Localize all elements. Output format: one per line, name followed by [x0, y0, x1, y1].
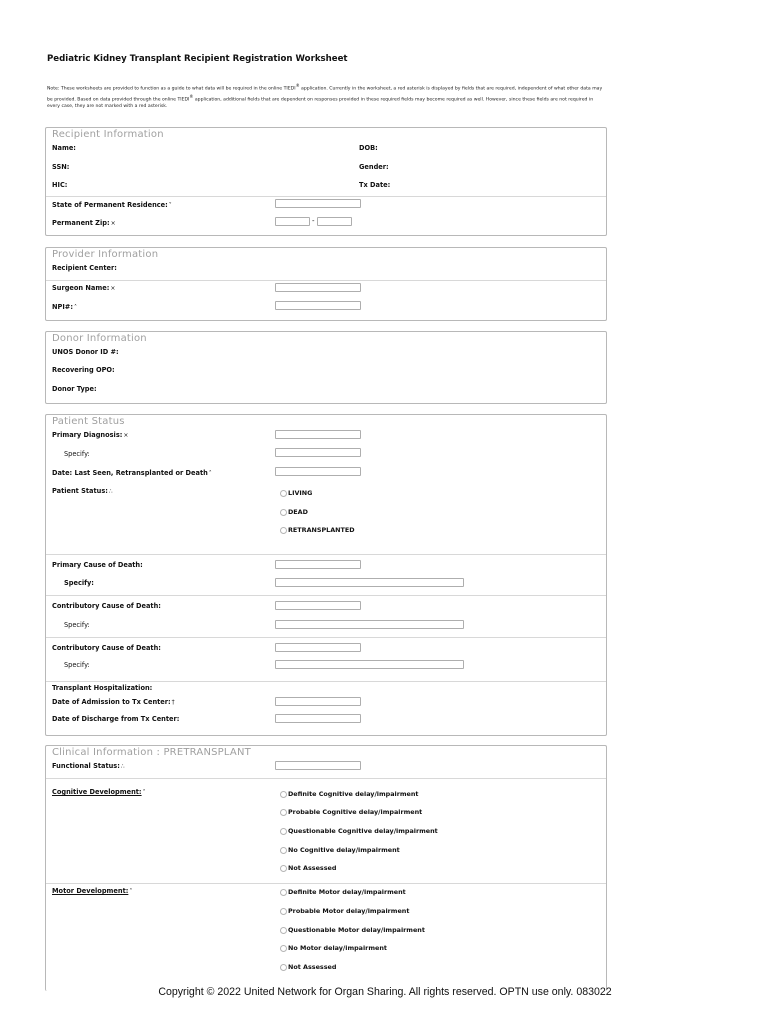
- recovering-opo-label: Recovering OPO:: [52, 366, 115, 374]
- zip-input[interactable]: [275, 217, 310, 226]
- primary-cause-specify-input[interactable]: [275, 578, 464, 587]
- admission-date-text: Date of Admission to Tx Center:: [52, 698, 171, 706]
- divider: [46, 554, 606, 555]
- donor-type-label: Donor Type:: [52, 385, 97, 393]
- zip-label: [52, 219, 116, 227]
- hic-label: HIC:: [52, 181, 68, 189]
- required-marker: ˄: [142, 789, 146, 796]
- ssn-label: SSN:: [52, 163, 70, 171]
- page-title: Pediatric Kidney Transplant Recipient Registration Worksheet: [47, 54, 348, 64]
- radio-circle-icon: [280, 908, 287, 915]
- motor-option-radio[interactable]: [280, 888, 406, 896]
- divider: [46, 196, 606, 197]
- section-title: Recipient Information: [52, 129, 164, 140]
- divider: [46, 280, 606, 281]
- contributory-cause-of-death-1-label: Contributory Cause of Death:: [52, 602, 161, 610]
- admission-date-label: [52, 698, 175, 706]
- cognitive-option-radio[interactable]: [280, 846, 400, 854]
- contributory-cause-2-select[interactable]: [275, 643, 361, 652]
- patient-status-section: [45, 414, 607, 736]
- transplant-hospitalization-label: Transplant Hospitalization:: [52, 684, 153, 692]
- donor-information-section: [45, 331, 607, 404]
- tx-date-label: Tx Date:: [359, 181, 391, 189]
- gender-label: Gender:: [359, 163, 389, 171]
- clinical-information-section: [45, 745, 607, 991]
- primary-cause-of-death-select[interactable]: [275, 560, 361, 569]
- required-marker: ˅: [168, 202, 172, 209]
- primary-diagnosis-label: [52, 431, 128, 439]
- dob-label: DOB:: [359, 144, 378, 152]
- specify-label: Specify:: [64, 579, 94, 587]
- specify-label: Specify:: [64, 621, 90, 629]
- radio-circle-icon: [280, 509, 287, 516]
- divider: [46, 681, 606, 682]
- motor-development-text: Motor Development:: [52, 887, 129, 895]
- status-living-radio[interactable]: [280, 489, 312, 497]
- surgeon-name-label: [52, 284, 115, 292]
- radio-circle-icon: [280, 945, 287, 952]
- contributory-cause-1-select[interactable]: [275, 601, 361, 610]
- primary-diagnosis-specify-input[interactable]: [275, 448, 361, 457]
- motor-option-radio[interactable]: [280, 944, 387, 952]
- radio-circle-icon: [280, 847, 287, 854]
- divider: [46, 595, 606, 596]
- zip-label-text: Permanent Zip:: [52, 219, 110, 227]
- npi-label-text: NPI#:: [52, 303, 73, 311]
- functional-status-text: Functional Status:: [52, 762, 120, 770]
- required-marker: ∴: [120, 763, 125, 770]
- state-label-text: State of Permanent Residence:: [52, 201, 168, 209]
- radio-label: Probable Cognitive delay/impairment: [288, 808, 423, 816]
- date-last-seen-input[interactable]: [275, 467, 361, 476]
- provider-information-section: [45, 247, 607, 321]
- registered-mark-2: ®: [189, 93, 194, 99]
- radio-label: Not Assessed: [288, 963, 337, 971]
- note-text-1: Note: These worksheets are provided to function as a guide to what data will be required in the online TIEDI: [47, 86, 296, 92]
- specify-label: Specify:: [64, 661, 90, 669]
- unos-donor-id-label: UNOS Donor ID #:: [52, 348, 119, 356]
- discharge-date-input[interactable]: [275, 714, 361, 723]
- discharge-date-label: Date of Discharge from Tx Center:: [52, 715, 180, 723]
- primary-diagnosis-text: Primary Diagnosis:: [52, 431, 123, 439]
- npi-label: [52, 303, 77, 311]
- specify-label: Specify:: [64, 450, 90, 458]
- recipient-information-section: [45, 127, 607, 236]
- divider: [46, 883, 606, 884]
- section-title: Patient Status: [52, 416, 125, 427]
- cognitive-development-text: Cognitive Development:: [52, 788, 142, 796]
- recipient-center-label: Recipient Center:: [52, 264, 117, 272]
- status-retransplanted-radio[interactable]: [280, 526, 355, 534]
- radio-circle-icon: [280, 865, 287, 872]
- radio-label: Definite Motor delay/impairment: [288, 888, 406, 896]
- date-last-seen-label: [52, 469, 212, 477]
- radio-label: Definite Cognitive delay/impairment: [288, 790, 419, 798]
- primary-cause-of-death-label: Primary Cause of Death:: [52, 561, 143, 569]
- radio-label: Not Assessed: [288, 864, 337, 872]
- radio-circle-icon: [280, 889, 287, 896]
- divider: [46, 778, 606, 779]
- cognitive-development-label: [52, 788, 146, 796]
- note-text-2: application. Currently in the worksheet, a red asterisk is displayed by fields that are required, independent of what other data may be provided. Based on data provided through the online TIEDI: [47, 86, 603, 103]
- radio-circle-icon: [280, 809, 287, 816]
- status-dead-radio[interactable]: [280, 508, 308, 516]
- section-title: Clinical Information : PRETRANSPLANT: [52, 747, 251, 758]
- zip-extension-input[interactable]: [317, 217, 352, 226]
- radio-circle-icon: [280, 527, 287, 534]
- surgeon-name-input[interactable]: [275, 283, 361, 292]
- required-marker: ∴: [108, 488, 113, 495]
- contributory-cause-2-specify-input[interactable]: [275, 660, 464, 669]
- state-label: [52, 201, 172, 209]
- divider: [46, 637, 606, 638]
- motor-option-radio[interactable]: [280, 963, 336, 971]
- section-title: Donor Information: [52, 333, 147, 344]
- state-select[interactable]: [275, 199, 361, 208]
- functional-status-select[interactable]: [275, 761, 361, 770]
- required-marker: ˄: [129, 888, 133, 895]
- radio-label: Questionable Cognitive delay/impairment: [288, 827, 438, 835]
- cognitive-option-radio[interactable]: [280, 864, 336, 872]
- motor-option-radio[interactable]: [280, 907, 409, 915]
- motor-option-radio[interactable]: [280, 926, 425, 934]
- required-marker: ×: [110, 220, 116, 227]
- note-text-3: application, additional fields that are dependent on responses provided in these required fields may become required as well. However, since these fields are not required in every case, they are not marked with a red asterisk.: [47, 97, 594, 110]
- required-marker: †: [171, 699, 175, 706]
- npi-input[interactable]: [275, 301, 361, 310]
- radio-circle-icon: [280, 828, 287, 835]
- functional-status-label: [52, 762, 125, 770]
- radio-circle-icon: [280, 791, 287, 798]
- radio-circle-icon: [280, 927, 287, 934]
- radio-label: No Motor delay/impairment: [288, 944, 387, 952]
- required-marker: ×: [123, 432, 129, 439]
- radio-label: LIVING: [288, 489, 313, 497]
- motor-development-label: [52, 887, 132, 895]
- radio-label: Questionable Motor delay/impairment: [288, 926, 425, 934]
- patient-status-label: [52, 487, 113, 495]
- patient-status-text: Patient Status:: [52, 487, 108, 495]
- contributory-cause-of-death-2-label: Contributory Cause of Death:: [52, 644, 161, 652]
- primary-diagnosis-select[interactable]: [275, 430, 361, 439]
- name-label: Name:: [52, 144, 76, 152]
- cognitive-option-radio[interactable]: [280, 808, 422, 816]
- radio-circle-icon: [280, 490, 287, 497]
- admission-date-input[interactable]: [275, 697, 361, 706]
- section-title: Provider Information: [52, 249, 159, 260]
- cognitive-option-radio[interactable]: [280, 827, 438, 835]
- radio-label: Probable Motor delay/impairment: [288, 907, 410, 915]
- required-marker: ×: [110, 285, 116, 292]
- surgeon-label-text: Surgeon Name:: [52, 284, 110, 292]
- radio-circle-icon: [280, 964, 287, 971]
- copyright-footer: Copyright © 2022 United Network for Organ Sharing. All rights reserved. OPTN use only. 083022: [158, 986, 612, 998]
- radio-label: DEAD: [288, 508, 308, 516]
- contributory-cause-1-specify-input[interactable]: [275, 620, 464, 629]
- radio-label: No Cognitive delay/impairment: [288, 846, 400, 854]
- cognitive-option-radio[interactable]: [280, 790, 419, 798]
- date-last-seen-text: Date: Last Seen, Retransplanted or Death: [52, 469, 208, 477]
- registered-mark-1: ®: [295, 83, 300, 88]
- zip-dash: -: [312, 217, 315, 225]
- required-marker: ˄: [208, 470, 212, 477]
- required-marker: ˄: [73, 304, 77, 311]
- radio-label: RETRANSPLANTED: [288, 526, 355, 534]
- worksheet-note: [47, 82, 607, 110]
